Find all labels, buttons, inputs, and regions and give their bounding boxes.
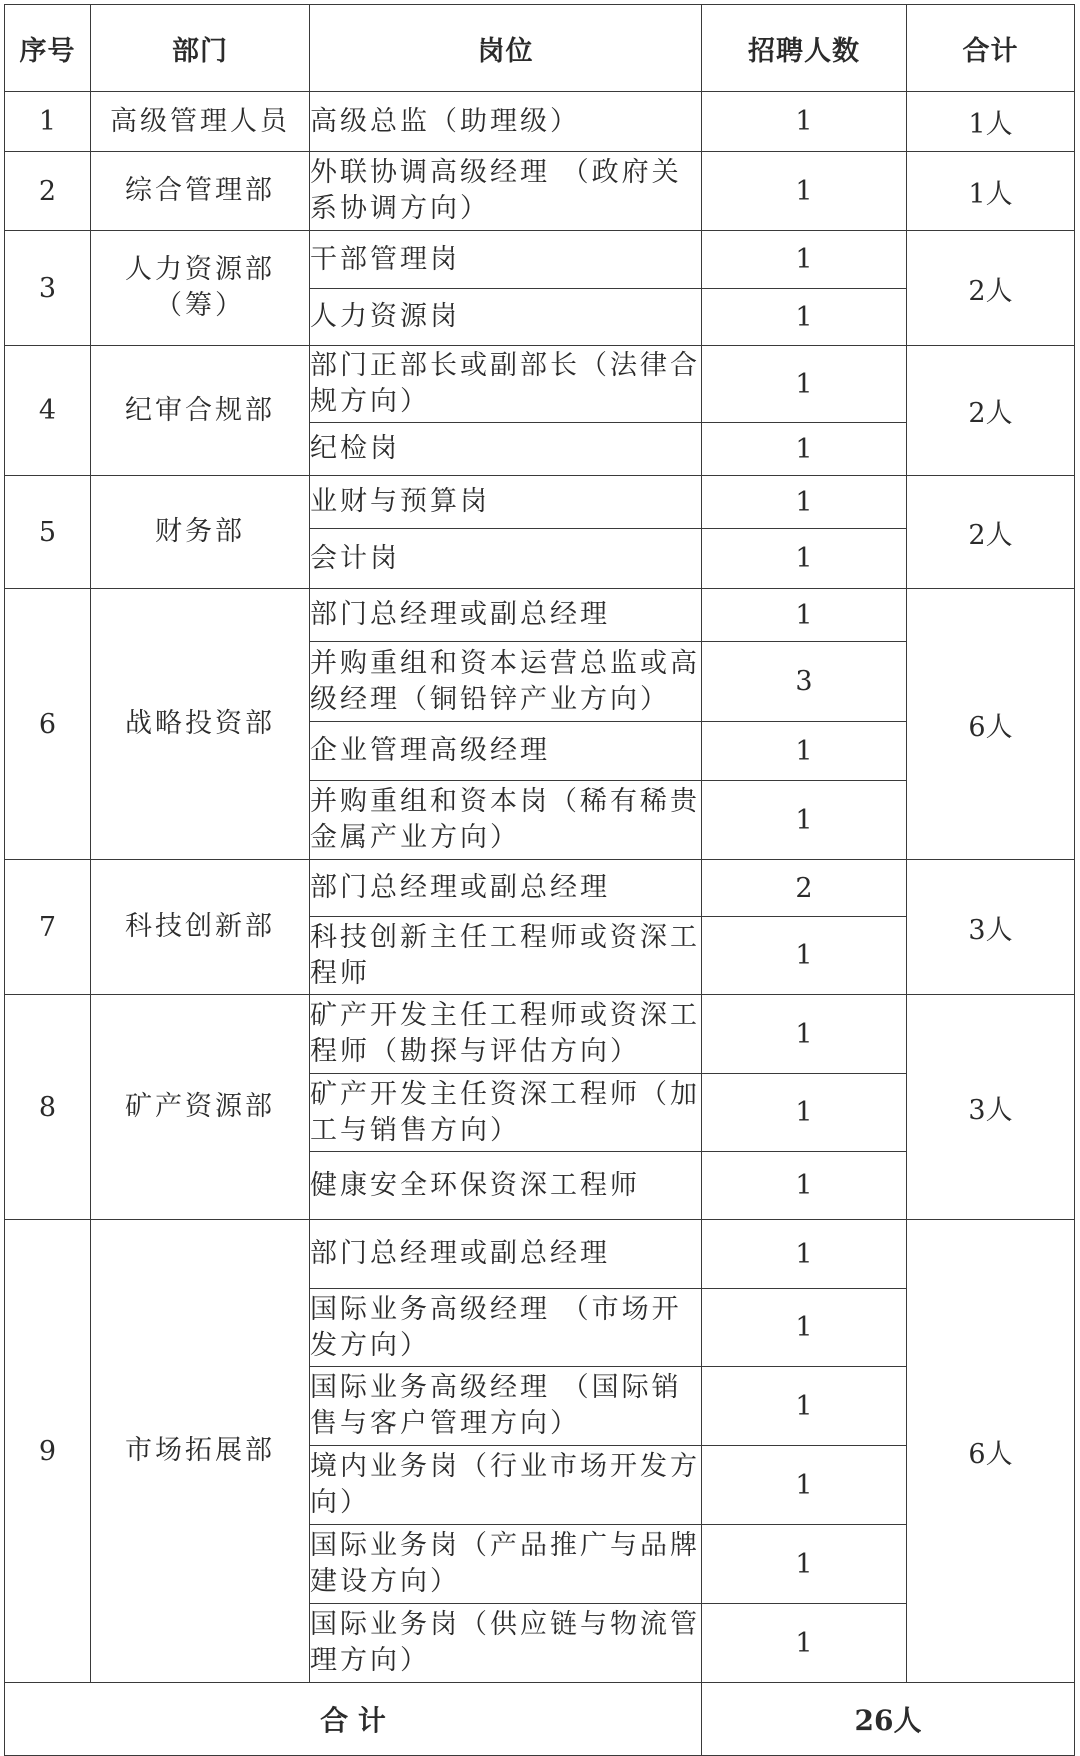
department-name: 矿产资源部	[125, 1091, 275, 1122]
table-row	[5, 476, 1075, 529]
header-dept: 部门	[91, 5, 310, 92]
department-name: 市场拓展部	[125, 1435, 275, 1466]
position-count: 1	[702, 722, 907, 781]
department-name: 人力资源部	[125, 254, 275, 285]
position-name: 企业管理高级经理	[310, 722, 702, 781]
department-total: 1人	[907, 152, 1075, 231]
position-count: 3	[702, 642, 907, 722]
department-total: 2人	[907, 231, 1075, 346]
position-name: 并购重组和资本运营总监或高级经理（铜铅锌产业方向）	[310, 642, 702, 722]
table-row	[5, 860, 1075, 917]
position-count: 1	[702, 995, 907, 1074]
header-no: 序号	[5, 5, 91, 92]
table-row	[5, 231, 1075, 289]
position-name: 健康安全环保资深工程师	[310, 1152, 702, 1220]
table-row	[5, 92, 1075, 152]
position-count: 1	[702, 231, 907, 289]
position-count: 1	[702, 1074, 907, 1152]
table-row	[5, 346, 1075, 423]
department-cell	[91, 476, 310, 589]
table-row	[5, 152, 1075, 231]
row-number: 8	[5, 995, 91, 1220]
department-cell	[91, 995, 310, 1220]
position-count: 1	[702, 781, 907, 860]
department-total: 1人	[907, 92, 1075, 152]
department-total: 2人	[907, 346, 1075, 476]
row-number: 7	[5, 860, 91, 995]
position-count: 1	[702, 92, 907, 152]
row-number: 1	[5, 92, 91, 152]
department-note: （筹）	[155, 290, 245, 321]
position-count: 1	[702, 1604, 907, 1683]
position-name: 国际业务高级经理 （国际销售与客户管理方向）	[310, 1367, 702, 1446]
recruitment-table	[4, 4, 1075, 1756]
header-row	[5, 5, 1075, 92]
department-cell	[91, 231, 310, 346]
department-total: 3人	[907, 995, 1075, 1220]
position-name: 并购重组和资本岗（稀有稀贵金属产业方向）	[310, 781, 702, 860]
position-name: 矿产开发主任资深工程师（加工与销售方向）	[310, 1074, 702, 1152]
position-name: 科技创新主任工程师或资深工程师	[310, 917, 702, 995]
department-name: 战略投资部	[125, 708, 275, 739]
table-row	[5, 1220, 1075, 1289]
department-name: 高级管理人员	[110, 105, 290, 137]
position-name: 境内业务岗（行业市场开发方向）	[310, 1446, 702, 1525]
table-row	[5, 589, 1075, 642]
position-count: 1	[702, 1220, 907, 1289]
row-number: 9	[5, 1220, 91, 1683]
department-cell	[91, 92, 310, 152]
position-count: 1	[702, 1289, 907, 1367]
position-name: 部门总经理或副总经理	[310, 1220, 702, 1289]
position-name: 部门总经理或副总经理	[310, 860, 702, 917]
position-count: 1	[702, 1367, 907, 1446]
position-count: 1	[702, 529, 907, 589]
department-cell	[91, 1220, 310, 1683]
position-count: 1	[702, 289, 907, 346]
position-count: 1	[702, 1152, 907, 1220]
position-name: 部门总经理或副总经理	[310, 589, 702, 642]
position-name: 纪检岗	[310, 423, 702, 476]
department-cell	[91, 589, 310, 860]
position-name: 国际业务岗（供应链与物流管理方向）	[310, 1604, 702, 1683]
row-number: 3	[5, 231, 91, 346]
department-total: 6人	[907, 1220, 1075, 1683]
department-name: 科技创新部	[125, 911, 275, 942]
row-number: 2	[5, 152, 91, 231]
department-cell	[91, 346, 310, 476]
position-count: 1	[702, 917, 907, 995]
summary-label: 合 计	[5, 1683, 702, 1756]
table-row	[5, 995, 1075, 1074]
position-count: 2	[702, 860, 907, 917]
position-name: 国际业务高级经理 （市场开发方向）	[310, 1289, 702, 1367]
department-total: 6人	[907, 589, 1075, 860]
position-name: 高级总监（助理级）	[310, 92, 702, 152]
department-name: 财务部	[155, 516, 245, 547]
row-number: 5	[5, 476, 91, 589]
position-count: 1	[702, 346, 907, 423]
department-name: 纪审合规部	[125, 394, 275, 426]
summary-row	[5, 1683, 1075, 1756]
department-cell	[91, 860, 310, 995]
position-count: 1	[702, 1446, 907, 1525]
position-count: 1	[702, 476, 907, 529]
row-number: 6	[5, 589, 91, 860]
department-total: 3人	[907, 860, 1075, 995]
position-name: 业财与预算岗	[310, 476, 702, 529]
row-number: 4	[5, 346, 91, 476]
position-name: 国际业务岗（产品推广与品牌建设方向）	[310, 1525, 702, 1604]
department-cell	[91, 152, 310, 231]
position-name: 外联协调高级经理 （政府关系协调方向）	[310, 152, 702, 231]
position-count: 1	[702, 589, 907, 642]
position-count: 1	[702, 423, 907, 476]
position-name: 矿产开发主任工程师或资深工程师（勘探与评估方向）	[310, 995, 702, 1074]
position-count: 1	[702, 1525, 907, 1604]
position-name: 会计岗	[310, 529, 702, 589]
summary-total: 26人	[702, 1683, 1075, 1756]
header-num: 招聘人数	[702, 5, 907, 92]
header-pos: 岗位	[310, 5, 702, 92]
position-count: 1	[702, 152, 907, 231]
position-name: 部门正部长或副部长（法律合规方向）	[310, 346, 702, 423]
position-name: 人力资源岗	[310, 289, 702, 346]
department-total: 2人	[907, 476, 1075, 589]
position-name: 干部管理岗	[310, 231, 702, 289]
department-name: 综合管理部	[125, 175, 275, 206]
header-total: 合计	[907, 5, 1075, 92]
